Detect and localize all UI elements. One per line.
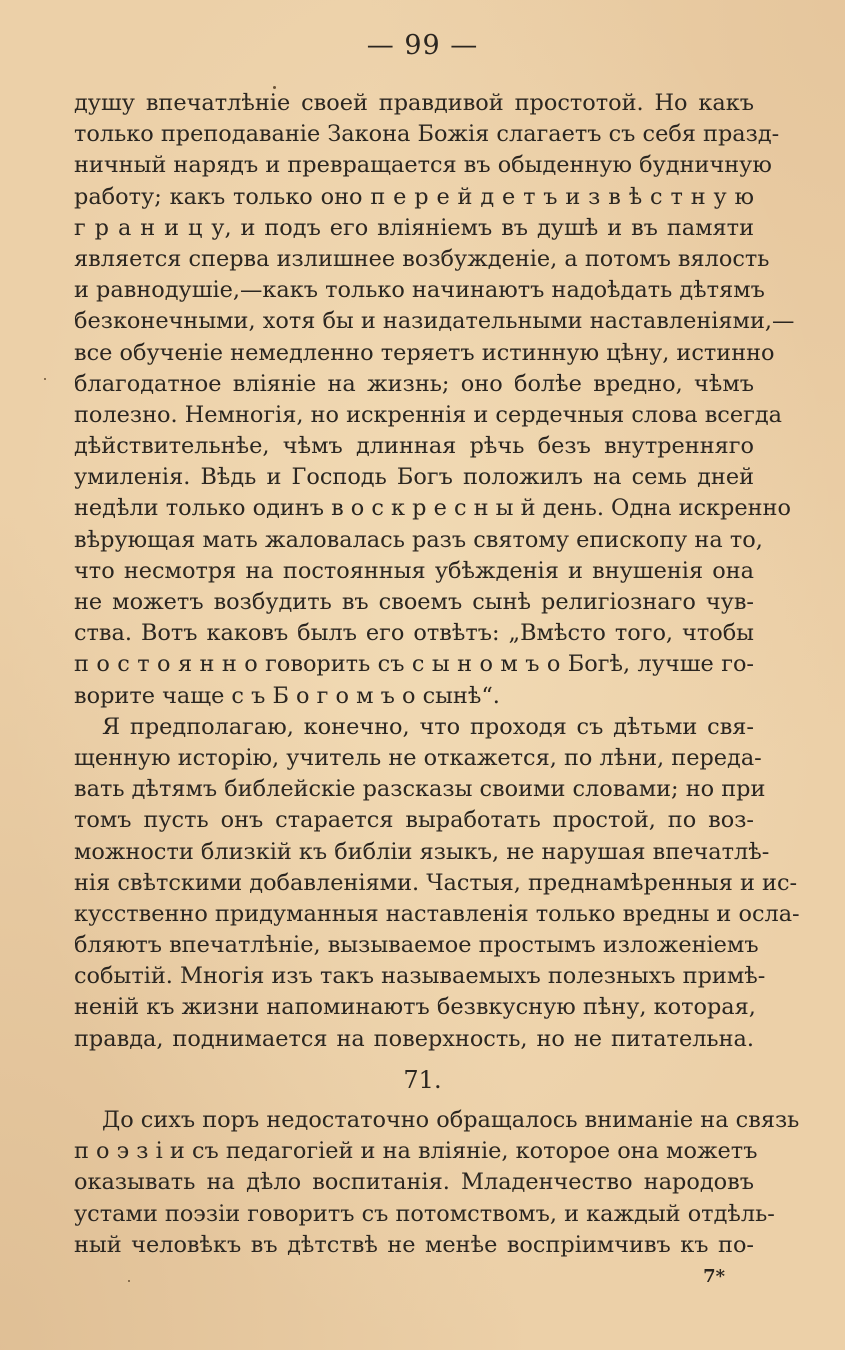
text-line: вѣрующая мать жаловалась разъ святому епископу на то,	[74, 526, 763, 553]
paragraph-3	[74, 1105, 800, 1261]
printer-signature-mark: 7*	[703, 1266, 725, 1287]
text-line: и равнодушіе,—какъ только начинаютъ надоѣдать дѣтямъ	[74, 277, 765, 304]
text-line: ничный нарядъ и превращается въ обыденную будничную	[74, 152, 772, 179]
text-line: кусственно придуманныя наставленія только вредны и осла-	[74, 900, 800, 927]
paper-speck	[128, 1280, 130, 1282]
text-line: все обученіе немедленно теряетъ истинную цѣну, истинно	[74, 339, 775, 366]
text-line: щенную исторію, учитель не откажется, по лѣни, переда-	[74, 744, 762, 771]
text-line: что несмотря на постоянныя убѣжденія и внушенія она	[74, 557, 754, 584]
text-block-bottom	[74, 1105, 800, 1261]
text-line: ства. Вотъ каковъ былъ его отвѣтъ: „Вмѣсто того, чтобы	[74, 620, 754, 647]
text-line: безконечными, хотя бы и назидательными наставленіями,—	[74, 308, 795, 335]
text-line: п о э з і и съ педагогіей и на вліяніе, которое она можетъ	[74, 1138, 758, 1165]
text-line: правда, поднимается на поверхность, но не питательна.	[74, 1025, 754, 1052]
text-line: благодатное вліяніе на жизнь; оно болѣе вредно, чѣмъ	[74, 370, 754, 397]
text-line: ворите чаще с ъ Б о г о м ъ о сынѣ“.	[74, 682, 500, 709]
section-number: 71.	[403, 1066, 442, 1094]
text-line: оказывать на дѣло воспитанія. Младенчество народовъ	[74, 1169, 754, 1196]
text-line: неній къ жизни напоминаютъ безвкусную пѣну, которая,	[74, 994, 756, 1021]
text-line: нія свѣтскими добавленіями. Частыя, преднамѣренныя и ис-	[74, 869, 798, 896]
text-line: не можетъ возбудить въ своемъ сынѣ религіознаго чув-	[74, 589, 754, 615]
text-line: событій. Многія изъ такъ называемыхъ полезныхъ примѣ-	[74, 963, 766, 990]
text-line: Я предполагаю, конечно, что проходя съ дѣтьми свя-	[102, 713, 754, 740]
text-line: дѣйствительнѣе, чѣмъ длинная рѣчь безъ внутренняго	[74, 433, 754, 460]
page-number: — 99 —	[366, 30, 479, 61]
paper-speck	[273, 86, 276, 89]
text-line: можности близкій къ библіи языкъ, не нарушая впечатлѣ-	[74, 838, 770, 865]
paragraph-1	[74, 88, 795, 712]
text-line: недѣли только одинъ в о с к р е с н ы й день. Одна искренно	[74, 495, 791, 522]
text-line: бляютъ впечатлѣніе, вызываемое простымъ изложеніемъ	[74, 932, 759, 959]
text-line: душу впечатлѣніе своей правдивой простотой. Но какъ	[74, 90, 754, 116]
text-line: работу; какъ только оно п е р е й д е т ъ и з в ѣ с т н у ю	[74, 183, 754, 210]
text-line: устами поэзіи говоритъ съ потомствомъ, и каждый отдѣль-	[74, 1200, 775, 1227]
text-line: является сперва излишнее возбужденіе, а потомъ вялость	[74, 245, 770, 272]
text-line: только преподаваніе Закона Божія слагаетъ съ себя празд-	[74, 121, 780, 148]
text-line: полезно. Немногія, но искреннія и сердечныя слова всегда	[74, 401, 782, 428]
text-line: п о с т о я н н о говорить съ с ы н о м ъ о Богѣ, лучше го-	[74, 651, 754, 678]
text-block-top	[74, 88, 800, 1055]
text-line: ный человѣкъ въ дѣтствѣ не менѣе воспріимчивъ къ по-	[74, 1231, 754, 1258]
paragraph-2	[74, 712, 800, 1055]
text-line: томъ пусть онъ старается выработать простой, по воз-	[74, 807, 754, 834]
paper-speck	[44, 378, 46, 380]
text-line: умиленія. Вѣдь и Господь Богъ положилъ на семь дней	[74, 464, 754, 491]
text-line: г р а н и ц у, и подъ его вліяніемъ въ душѣ и въ памяти	[74, 214, 754, 241]
text-line: До сихъ поръ недостаточно обращалось вниманіе на связь	[102, 1107, 800, 1133]
text-line: вать дѣтямъ библейскіе разсказы своими словами; но при	[74, 776, 766, 803]
